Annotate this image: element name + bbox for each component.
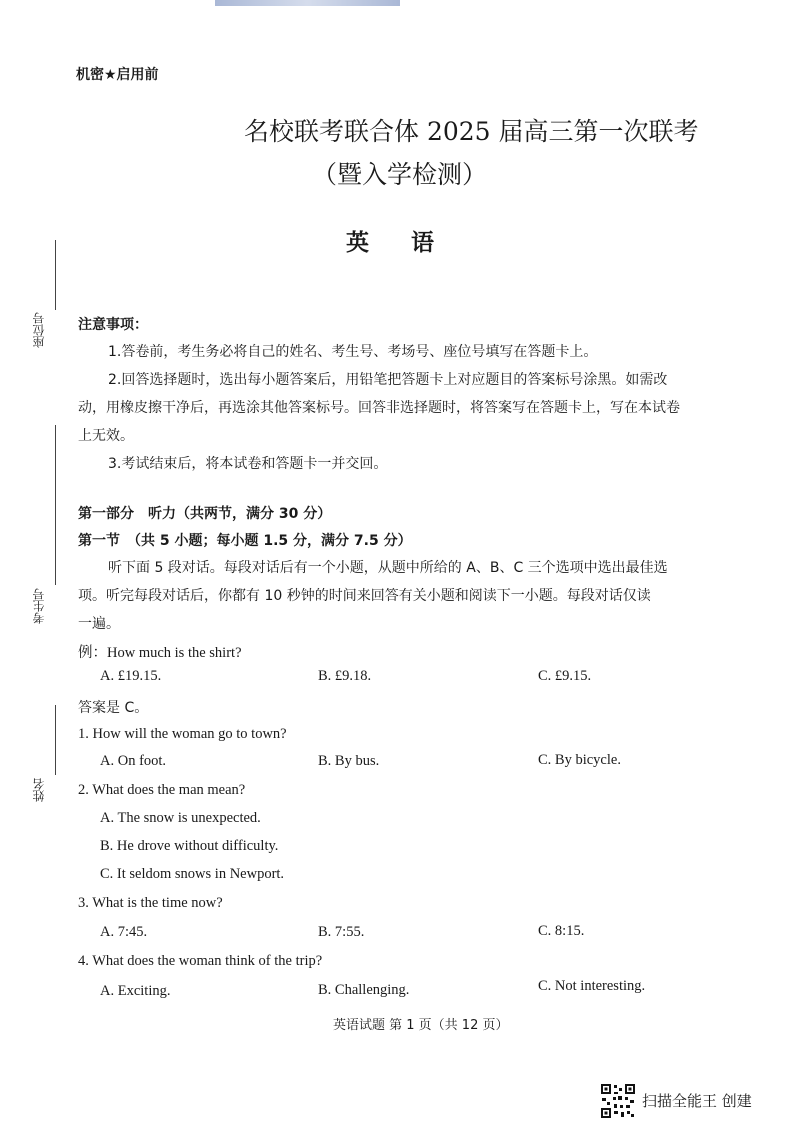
option-b: B. 7:55. <box>318 924 365 940</box>
notice-line: 3.考试结束后，将本试卷和答题卡一并交回。 <box>108 456 388 472</box>
option-a: A. 7:45. <box>100 924 148 940</box>
question-2: 2. What does the man mean? <box>78 782 246 798</box>
option-c: C. It seldom snows in Newport. <box>100 866 285 882</box>
question-3: 3. What is the time now? <box>78 895 223 911</box>
exam-no-label: 考生号 <box>32 588 46 624</box>
option-a: A. The snow is unexpected. <box>100 810 261 826</box>
exam-title: 名校联考联合体 2025 届高三第一次联考 <box>244 117 699 146</box>
notice-line: 1.答卷前，考生务必将自己的姓名、考生号、考场号、座位号填写在答题卡上。 <box>108 344 598 360</box>
option-c: C. By bicycle. <box>538 752 621 768</box>
example-question: 例：How much is the shirt? <box>78 645 242 661</box>
option-c: C. £9.15. <box>538 668 592 684</box>
question-4: 4. What does the woman think of the trip? <box>78 953 323 969</box>
option-c: C. 8:15. <box>538 923 585 939</box>
scan-artifact <box>215 0 400 6</box>
instruction-line: 听下面 5 段对话。每段对话后有一个小题，从题中所给的 A、B、C 三个选项中选出最佳选 <box>108 560 668 576</box>
option-a: A. On foot. <box>100 753 167 769</box>
seat-label: 座位号 <box>32 312 46 348</box>
binding-line <box>55 425 56 585</box>
option-a: A. Exciting. <box>100 983 171 999</box>
name-label: 姓名 <box>32 778 46 802</box>
option-b: B. He drove without difficulty. <box>100 838 279 854</box>
instruction-line: 一遍。 <box>78 616 120 632</box>
option-b: B. By bus. <box>318 753 380 769</box>
question-1: 1. How will the woman go to town? <box>78 726 287 742</box>
option-b: B. £9.18. <box>318 668 372 684</box>
notice-line: 上无效。 <box>78 428 134 444</box>
notice-line: 动，用橡皮擦干净后，再选涂其他答案标号。回答非选择题时，将答案写在答题卡上，写在本试卷 <box>78 400 680 416</box>
option-b: B. Challenging. <box>318 982 410 998</box>
section1-heading: 第一节 （共 5 小题；每小题 1.5 分，满分 7.5 分） <box>78 533 412 549</box>
option-c: C. Not interesting. <box>538 978 646 994</box>
page-footer: 英语试题 第 1 页（共 12 页） <box>333 1018 509 1033</box>
option-a: A. £19.15. <box>100 668 162 684</box>
notice-line: 2.回答选择题时，选出每小题答案后，用铅笔把答题卡上对应题目的答案标号涂黑。如需改 <box>108 372 668 388</box>
part1-heading: 第一部分 听力（共两节，满分 30 分） <box>78 506 332 522</box>
subject-title: 英语 <box>346 230 476 256</box>
instruction-line: 项。听完每段对话后，你都有 10 秒钟的时间来回答有关小题和阅读下一小题。每段对话仅读 <box>78 588 651 604</box>
confidential-label: 机密★启用前 <box>76 67 159 83</box>
scanner-watermark: 扫描全能王 创建 <box>642 1092 752 1110</box>
notice-heading: 注意事项： <box>78 317 148 333</box>
exam-subtitle: （暨入学检测） <box>312 160 488 189</box>
qr-code-icon <box>600 1083 636 1119</box>
example-answer: 答案是 C。 <box>78 700 149 716</box>
binding-line <box>55 705 56 775</box>
binding-line <box>55 240 56 310</box>
